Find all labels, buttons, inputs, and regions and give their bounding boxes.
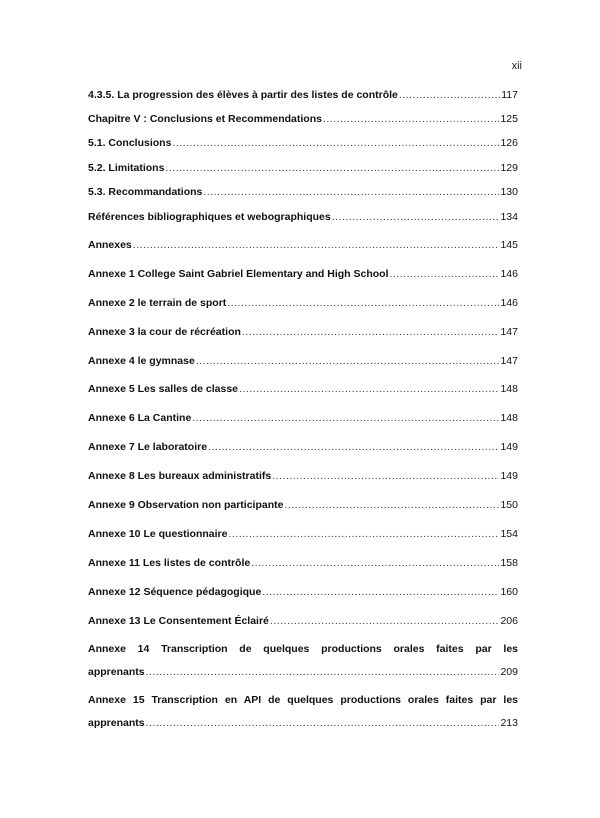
toc-entry-page: 145: [500, 239, 518, 251]
toc-entry-page: 206: [500, 615, 518, 627]
toc-entry-page: 149: [500, 441, 518, 453]
toc-entry: [88, 161, 518, 175]
leader-dots: [192, 411, 499, 425]
leader-dots: [251, 556, 499, 570]
toc-entry-title: Annexe 11 Les listes de contrôle: [88, 557, 251, 569]
leader-dots: [208, 440, 499, 454]
toc-entry-title: Annexe 4 le gymnase: [88, 355, 195, 367]
leader-dots: [133, 238, 500, 252]
toc-entry-title: Annexe 1 College Saint Gabriel Elementary and High School: [88, 268, 389, 280]
toc-entry-page: 149: [500, 470, 518, 482]
toc-entry-page: 158: [500, 557, 518, 569]
toc-entry-title: Annexe 13 Le Consentement Éclairé: [88, 615, 269, 627]
leader-dots: [284, 498, 499, 512]
leader-dots: [270, 614, 500, 628]
leader-dots: [172, 136, 499, 150]
leader-dots: [228, 527, 499, 541]
toc-entry: [88, 112, 518, 126]
toc-entry-page: 213: [500, 717, 518, 729]
toc-entry: [88, 382, 518, 396]
leader-dots: [399, 88, 500, 102]
toc-entry-multiline: [88, 693, 518, 730]
toc-entry: [88, 354, 518, 368]
toc-entry-title: Annexe 5 Les salles de classe: [88, 383, 239, 395]
toc-entry: [88, 585, 518, 599]
toc-entry-title-cont: apprenants: [88, 666, 145, 678]
toc-entry-title: 5.1. Conclusions: [88, 137, 172, 149]
toc-entry-title: Annexe 3 la cour de récréation: [88, 326, 241, 338]
toc-entry-page: 146: [500, 268, 518, 280]
toc-entry-page: 150: [500, 499, 518, 511]
leader-dots: [196, 354, 500, 368]
toc-entry: [88, 136, 518, 150]
toc-entry: [88, 210, 518, 224]
leader-dots: [203, 185, 499, 199]
toc-entry: [88, 469, 518, 483]
leader-dots: [390, 267, 500, 281]
toc-entry-page: 130: [500, 186, 518, 198]
toc-entry-title: Annexe 8 Les bureaux administratifs: [88, 470, 272, 482]
toc-entry-title: 4.3.5. La progression des élèves à partir des listes de contrôle: [88, 89, 398, 101]
toc-entry-page: 134: [500, 211, 518, 223]
toc-entry-multiline: [88, 642, 518, 679]
toc-entry-title: Annexe 9 Observation non participante: [88, 499, 284, 511]
toc-entry-page: 147: [500, 326, 518, 338]
toc-entry-page: 148: [500, 383, 518, 395]
leader-dots: [272, 469, 499, 483]
toc-entry-title: Références bibliographiques et webographiques: [88, 211, 331, 223]
toc-entry-page: 160: [500, 586, 518, 598]
toc-entry: [88, 88, 518, 102]
toc-entry-page: 129: [500, 162, 518, 174]
toc-entry: [88, 238, 518, 252]
leader-dots: [165, 161, 499, 175]
toc-entry-page: 146: [500, 297, 518, 309]
toc-entry: [88, 527, 518, 541]
toc-entry: [88, 296, 518, 310]
toc-entry-title: Annexes: [88, 239, 132, 251]
toc-entry-page: 147: [500, 355, 518, 367]
toc-entry: [88, 614, 518, 628]
toc-entry-page: 154: [500, 528, 518, 540]
leader-dots: [323, 112, 500, 126]
toc-entry-title: Annexe 6 La Cantine: [88, 412, 192, 424]
toc-entry: [88, 556, 518, 570]
leader-dots: [146, 716, 500, 730]
toc-entry-title: Annexe 7 Le laboratoire: [88, 441, 208, 453]
toc-entry: [88, 267, 518, 281]
leader-dots: [262, 585, 499, 599]
toc-entry: [88, 440, 518, 454]
toc-entry-title: 5.2. Limitations: [88, 162, 165, 174]
toc-entry-title: Annexe 2 le terrain de sport: [88, 297, 227, 309]
toc-entry: [88, 185, 518, 199]
toc-entry: [88, 325, 518, 339]
leader-dots: [227, 296, 499, 310]
toc-entry-page: 126: [500, 137, 518, 149]
toc-entry: [88, 498, 518, 512]
page-number: xii: [511, 60, 522, 72]
toc-entry-page: 117: [501, 89, 518, 101]
toc-entry-title: Annexe 12 Séquence pédagogique: [88, 586, 262, 598]
leader-dots: [146, 665, 500, 679]
leader-dots: [239, 382, 499, 396]
toc-entry-continuation: [88, 665, 518, 679]
leader-dots: [332, 210, 500, 224]
toc-entry-page: 209: [500, 666, 518, 678]
toc-entry: [88, 411, 518, 425]
toc-entry-page: 148: [500, 412, 518, 424]
toc-entry-title: Annexe 10 Le questionnaire: [88, 528, 228, 540]
toc-entry-title: 5.3. Recommandations: [88, 186, 203, 198]
toc-entry-title: Chapitre V : Conclusions et Recommendations: [88, 113, 322, 125]
leader-dots: [242, 325, 500, 339]
toc-entry-title-cont: apprenants: [88, 717, 145, 729]
toc-entry-title: Annexe 14 Transcription de quelques productions orales faites par les: [88, 643, 518, 655]
toc-entry-title: Annexe 15 Transcription en API de quelques productions orales faites par les: [88, 694, 518, 706]
toc-entry-page: 125: [500, 113, 518, 125]
toc-entry-continuation: [88, 716, 518, 730]
